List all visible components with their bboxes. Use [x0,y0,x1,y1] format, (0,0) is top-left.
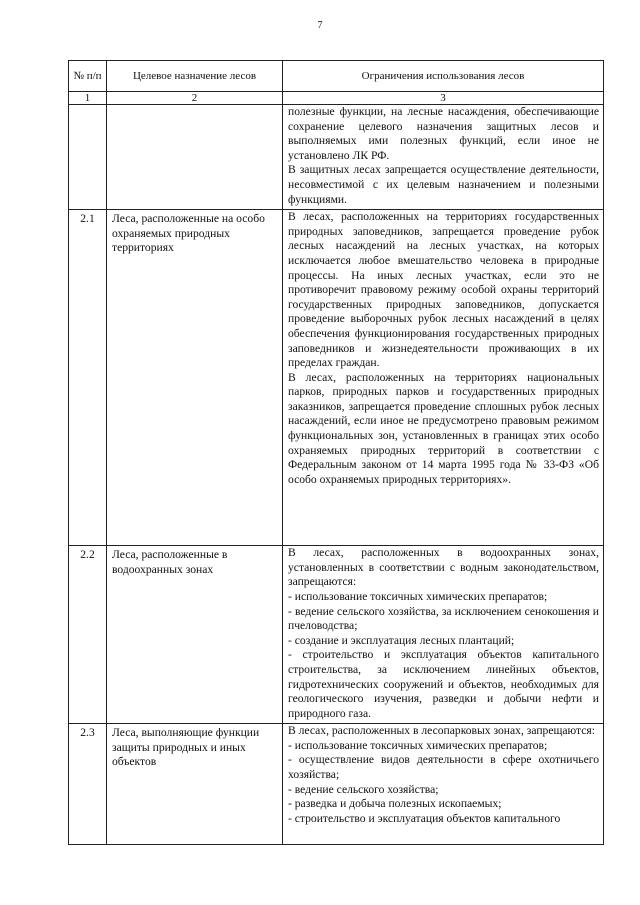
list-item: - строительство и эксплуатация объектов капитального [288,811,561,825]
paragraph: В защитных лесах запрещается осуществление деятельности, несовместимой с их целевым назначением и полезными функциями. [288,163,599,206]
list-item: - использование токсичных химических препаратов; [288,589,548,603]
paragraph: В лесах, расположенных на территориях национальных парков, природных парков и государственных природных заказников, запрещается проведение сплошных рубок лесных насаждений, если иное не предусмотрено правовым режимом функциональных зон, установленных в границах этих особо охраняемых природных территорий в соответствии с Федеральным законом от 14 марта 1995 года № 33-ФЗ «Об особо охраняемых природных территориях». [288,370,599,486]
paragraph: В лесах, расположенных в водоохранных зонах, установленных в соответствии с водным законодательством, запрещаются: [288,546,599,589]
list-item: - разведка и добыча полезных ископаемых; [288,797,502,811]
header-purpose: Целевое назначение лесов [107,61,283,92]
row-num: 2.3 [69,724,107,845]
row-restrictions [283,210,604,546]
col-number-3: 3 [283,92,604,105]
paragraph: полезные функции, на лесные насаждения, обеспечивающие сохранение целевого назначения защитных лесов и выполняемых ими полезных функций, если иное не установлено ЛК РФ. [288,105,599,162]
row-num: 2.2 [69,546,107,724]
column-number-row [69,92,604,105]
header-restrictions: Ограничения использования лесов [283,61,604,92]
paragraph: В лесах, расположенных на территориях государственных природных заповедников, запрещается проведение рубок лесных насаждений на лесных участках, на которых исключается любое вмешательство человека в природные процессы. На иных лесных участках, если это не противоречит правовому режиму особой охраны территорий государственных природных заповедников, допускается проведение выборочных рубок лесных насаждений в целях обеспечения функционирования государственных природных заповедников и жизнедеятельности проживающих в их пределах граждан. [288,210,599,370]
table-row-continuation [69,105,604,210]
list-item: - осуществление видов деятельности в сфере охотничьего хозяйства; [288,753,599,782]
row-num: 2.1 [69,210,107,546]
row-num [69,105,107,210]
row-restrictions [283,105,604,210]
table-row-2-2 [69,546,604,724]
forest-restrictions-table [68,60,604,845]
list-item: - строительство и эксплуатация объектов капитального строительства, за исключением линейных объектов, гидротехнических сооружений и объектов, необходимых для геологического изучения, разведки и добычи нефти и природного газа. [288,648,599,720]
row-purpose [107,105,283,210]
row-restrictions [283,546,604,724]
list-item: - ведение сельского хозяйства; [288,782,439,796]
list-item: - использование токсичных химических препаратов; [288,738,548,752]
row-purpose: Леса, расположенные в водоохранных зонах [107,546,283,724]
list-item: - создание и эксплуатация лесных плантаций; [288,633,515,647]
row-purpose: Леса, расположенные на особо охраняемых природных территориях [107,210,283,546]
page-number: 7 [317,20,323,31]
table-header-row [69,61,604,92]
table-row-2-1 [69,210,604,546]
col-number-1: 1 [69,92,107,105]
row-purpose: Леса, выполняющие функции защиты природных и иных объектов [107,724,283,845]
paragraph: В лесах, расположенных в лесопарковых зонах, запрещаются: [288,724,595,738]
table-row-2-3 [69,724,604,845]
header-num: № п/п [69,61,107,92]
row-restrictions [283,724,604,845]
col-number-2: 2 [107,92,283,105]
list-item: - ведение сельского хозяйства, за исключением сенокошения и пчеловодства; [288,604,599,633]
